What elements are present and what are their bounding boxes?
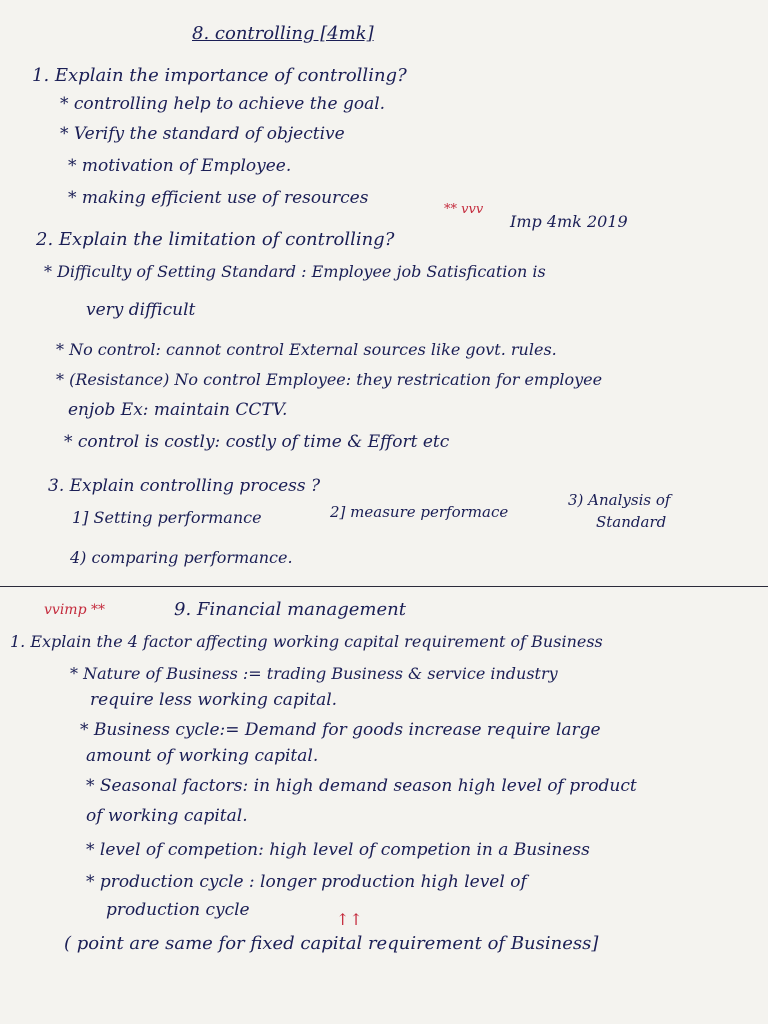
u9-q1-point-1: * Nature of Business := trading Business & service industry	[70, 664, 558, 683]
q1-point-2: * Verify the standard of objective	[60, 124, 345, 144]
q2-importance-mark: ** vvv	[444, 202, 484, 217]
u9-q1-point-5: * production cycle : longer production high level of	[86, 872, 527, 892]
q2-point-3-cont: enjob Ex: maintain CCTV.	[68, 400, 288, 420]
q3-step-1: 1] Setting performance	[72, 508, 262, 527]
unit9-tag: vvimp **	[44, 602, 105, 618]
q2-point-1: * Difficulty of Setting Standard : Employee job Satisfication is	[44, 262, 546, 281]
q3-step-3: 3) Analysis of	[568, 491, 671, 509]
q2-title: 2. Explain the limitation of controlling?	[36, 229, 395, 250]
q3-step-4: 4) comparing performance.	[70, 548, 293, 567]
q2-point-3: * (Resistance) No control Employee: they restrication for employee	[56, 370, 603, 389]
q1-point-3: * motivation of Employee.	[68, 156, 292, 176]
q2-tag: Imp 4mk 2019	[510, 212, 628, 231]
u9-q1-title: 1. Explain the 4 factor affecting working capital requirement of Business	[10, 632, 603, 651]
u9-q1-point-5-cont: production cycle	[106, 900, 250, 920]
u9-q1-point-2-cont: amount of working capital.	[86, 746, 319, 766]
section-divider	[0, 586, 768, 587]
unit9-title: 9. Financial management	[174, 599, 406, 620]
u9-q1-point-3-cont: of working capital.	[86, 806, 248, 826]
note-arrow: ↑↑	[336, 910, 363, 929]
u9-note: ( point are same for fixed capital requirement of Business]	[64, 933, 599, 954]
u9-q1-point-1-cont: require less working capital.	[90, 690, 338, 710]
u9-q1-point-3: * Seasonal factors: in high demand season high level of product	[86, 776, 637, 796]
q2-point-1-cont: very difficult	[86, 300, 196, 320]
unit8-title: 8. controlling [4mk]	[192, 23, 374, 44]
q3-title: 3. Explain controlling process ?	[48, 476, 321, 496]
u9-q1-point-2: * Business cycle:= Demand for goods increase require large	[80, 720, 601, 740]
q3-step-3-cont: Standard	[596, 513, 667, 531]
q1-point-1: * controlling help to achieve the goal.	[60, 94, 386, 114]
q1-point-4: * making efficient use of resources	[68, 188, 369, 208]
q1-title: 1. Explain the importance of controlling?	[32, 65, 407, 86]
q3-step-2: 2] measure performace	[330, 503, 509, 521]
u9-q1-point-4: * level of competion: high level of competion in a Business	[86, 840, 590, 860]
q2-point-4: * control is costly: costly of time & Effort etc	[64, 432, 450, 452]
q2-point-2: * No control: cannot control External sources like govt. rules.	[56, 340, 557, 359]
